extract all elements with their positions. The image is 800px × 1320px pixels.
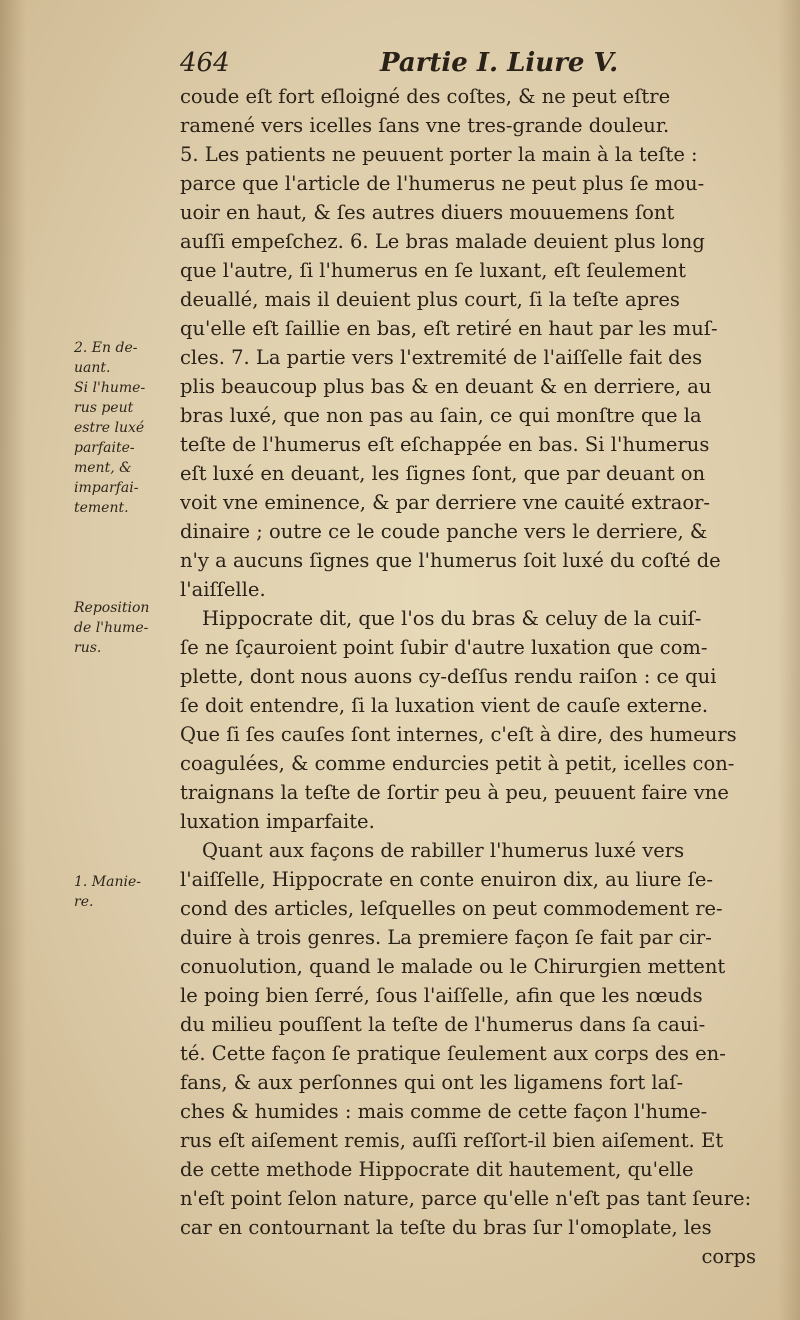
margin-note-line: uant. bbox=[74, 360, 111, 376]
text-line: uoir en haut, & ſes autres diuers mouuemens ſont bbox=[180, 201, 675, 224]
text-line: coagulées, & comme endurcies petit à petit, icelles con- bbox=[180, 752, 735, 775]
margin-note-reposition bbox=[74, 598, 174, 658]
text-line: ſe ne ſçauroient point ſubir d'autre luxation que com- bbox=[180, 636, 708, 659]
text-line: ramené vers icelles ſans vne tres-grande douleur. bbox=[180, 114, 670, 137]
margin-note-line: imparfai- bbox=[74, 480, 139, 496]
margin-note-line: ment, & bbox=[74, 460, 132, 476]
catchword: corps bbox=[701, 1245, 756, 1268]
text-line: ſe doit entendre, ſi la luxation vient de cauſe externe. bbox=[180, 694, 709, 717]
text-line: cond des articles, leſquelles on peut commodement re- bbox=[180, 897, 723, 920]
text-line: n'y a aucuns ſignes que l'humerus ſoit luxé du coſté de bbox=[180, 549, 721, 572]
text-line: du milieu pouſſent la teſte de l'humerus dans ſa caui- bbox=[180, 1013, 706, 1036]
margin-note-line: tement. bbox=[74, 500, 129, 516]
text-line: conuolution, quand le malade ou le Chirurgien mettent bbox=[180, 955, 726, 978]
margin-note-en-deuant bbox=[74, 338, 174, 518]
text-line: 5. Les patients ne peuuent porter la main à la teſte : bbox=[180, 143, 698, 166]
text-line: fans, & aux perſonnes qui ont les ligamens fort laſ- bbox=[180, 1071, 684, 1094]
text-line: que l'autre, ſi l'humerus en ſe luxant, eſt ſeulement bbox=[180, 259, 686, 282]
text-line: de cette methode Hippocrate dit hautement, qu'elle bbox=[180, 1158, 694, 1181]
text-line: cles. 7. La partie vers l'extremité de l'aiſſelle fait des bbox=[180, 346, 703, 369]
text-line: bras luxé, que non pas au ſain, ce qui monſtre que la bbox=[180, 404, 702, 427]
text-line: eſt luxé en deuant, les ſignes ſont, que par deuant on bbox=[180, 462, 706, 485]
text-line: ches & humides : mais comme de cette façon l'hume- bbox=[180, 1100, 708, 1123]
margin-note-line: Si l'hume- bbox=[74, 380, 146, 396]
body-text bbox=[180, 82, 780, 1271]
margin-note-line: de l'hume- bbox=[74, 620, 149, 636]
text-line: plette, dont nous auons cy-deſſus rendu raiſon : ce qui bbox=[180, 665, 717, 688]
text-line: duire à trois genres. La premiere façon ſe fait par cir- bbox=[180, 926, 712, 949]
text-line: dinaire ; outre ce le coude panche vers le derriere, & bbox=[180, 520, 708, 543]
margin-note-line: rus peut bbox=[74, 400, 134, 416]
text-line: voit vne eminence, & par derriere vne cauité extraor- bbox=[180, 491, 711, 514]
text-line: coude eſt fort eſloigné des coſtes, & ne peut eſtre bbox=[180, 85, 671, 108]
text-line: auſſi empeſchez. 6. Le bras malade deuient plus long bbox=[180, 230, 705, 253]
text-line: parce que l'article de l'humerus ne peut plus ſe mou- bbox=[180, 172, 705, 195]
page-header bbox=[180, 48, 780, 84]
margin-note-line: Reposition bbox=[74, 600, 150, 616]
text-line: le poing bien ſerré, ſous l'aiſſelle, afin que les nœuds bbox=[180, 984, 703, 1007]
text-line: té. Cette façon ſe pratique ſeulement aux corps des en- bbox=[180, 1042, 726, 1065]
text-line: Quant aux façons de rabiller l'humerus luxé vers bbox=[202, 839, 685, 862]
text-line: car en contournant la teſte du bras ſur l'omoplate, les bbox=[180, 1216, 712, 1239]
text-line: n'eſt point ſelon nature, parce qu'elle n'eſt pas tant ſeure: bbox=[180, 1187, 752, 1210]
text-line: l'aiſſelle. bbox=[180, 578, 266, 601]
text-line: qu'elle eſt ſaillie en bas, eſt retiré en haut par les muſ- bbox=[180, 317, 718, 340]
text-line: traignans la teſte de ſortir peu à peu, peuuent faire vne bbox=[180, 781, 729, 804]
margin-note-line: 2. En de- bbox=[74, 340, 138, 356]
margin-note-line: re. bbox=[74, 894, 94, 910]
margin-note-line: parfaite- bbox=[74, 440, 135, 456]
running-head: Partie I. Liure V. bbox=[380, 48, 619, 78]
text-line: l'aiſſelle, Hippocrate en conte enuiron dix, au liure ſe- bbox=[180, 868, 713, 891]
text-line: teſte de l'humerus eſt eſchappée en bas. Si l'humerus bbox=[180, 433, 710, 456]
text-line: deuallé, mais il deuient plus court, ſi la teſte apres bbox=[180, 288, 680, 311]
text-line: luxation imparfaite. bbox=[180, 810, 375, 833]
margin-note-maniere bbox=[74, 872, 174, 912]
margin-note-line: estre luxé bbox=[74, 420, 145, 436]
text-line: rus eſt aiſement remis, auſſi reſſort-il bien aiſement. Et bbox=[180, 1129, 724, 1152]
margin-note-line: 1. Manie- bbox=[74, 874, 141, 890]
page-number: 464 bbox=[180, 48, 230, 78]
text-line: Hippocrate dit, que l'os du bras & celuy de la cuiſ- bbox=[202, 607, 702, 630]
text-line: plis beaucoup plus bas & en deuant & en derriere, au bbox=[180, 375, 712, 398]
margin-note-line: rus. bbox=[74, 640, 102, 656]
text-line: Que ſi ſes cauſes ſont internes, c'eſt à dire, des humeurs bbox=[180, 723, 737, 746]
